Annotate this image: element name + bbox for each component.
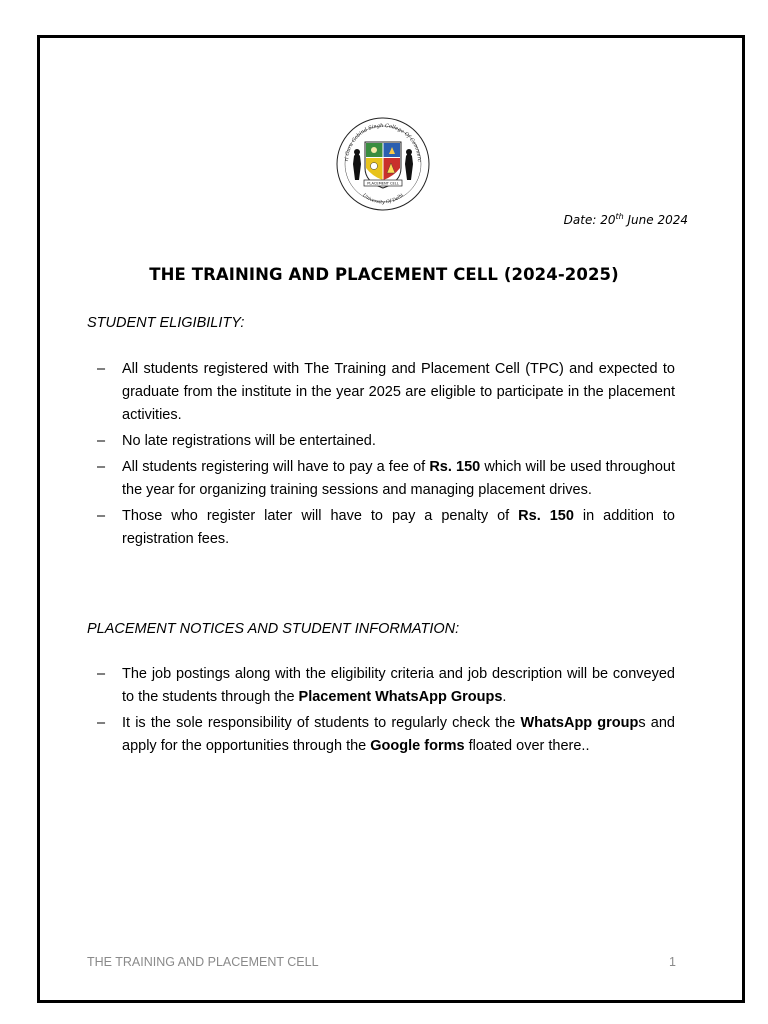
college-seal-logo	[334, 116, 432, 212]
list-item: – No late registrations will be entertained.	[87, 430, 675, 453]
notices-heading: PLACEMENT NOTICES AND STUDENT INFORMATION:	[87, 621, 460, 637]
bullet-dash: –	[97, 433, 106, 449]
svg-text:Sri Guru Gobind Singh College: ri Guru Gobind Singh College Of Commerc	[343, 122, 423, 163]
list-item: – All students registered with The Training and Placement Cell (TPC) and expected to graduate from the institute in the year 2025 are eligible to participate in the placement activities.	[87, 358, 675, 427]
list-item: – It is the sole responsibility of students to regularly check the WhatsApp groups and apply for the opportunities through the Google forms floated over there..	[87, 712, 675, 758]
page-title: THE TRAINING AND PLACEMENT CELL (2024-2025)	[149, 265, 619, 284]
document-date: Date: 20th June 2024	[563, 212, 688, 227]
svg-text:University Of Delhi: University Of Delhi	[361, 193, 405, 206]
bullet-dash: –	[97, 715, 106, 731]
svg-text:PLACEMENT CELL: PLACEMENT CELL	[367, 181, 399, 186]
footer-title: THE TRAINING AND PLACEMENT CELL	[87, 955, 319, 969]
bullet-dash: –	[97, 459, 106, 475]
eligibility-list	[87, 358, 675, 554]
bullet-dash: –	[97, 666, 106, 682]
notices-list	[87, 663, 675, 761]
bullet-dash: –	[97, 508, 106, 524]
page-number: 1	[669, 955, 676, 969]
eligibility-heading: STUDENT ELIGIBILITY:	[87, 315, 245, 331]
list-item: – Those who register later will have to pay a penalty of Rs. 150 in addition to registration fees.	[87, 505, 675, 551]
list-item: – All students registering will have to pay a fee of Rs. 150 which will be used throughout the year for organizing training sessions and managing placement drives.	[87, 456, 675, 502]
bullet-dash: –	[97, 361, 106, 377]
list-item: – The job postings along with the eligibility criteria and job description will be conveyed to the students through the Placement WhatsApp Groups.	[87, 663, 675, 709]
